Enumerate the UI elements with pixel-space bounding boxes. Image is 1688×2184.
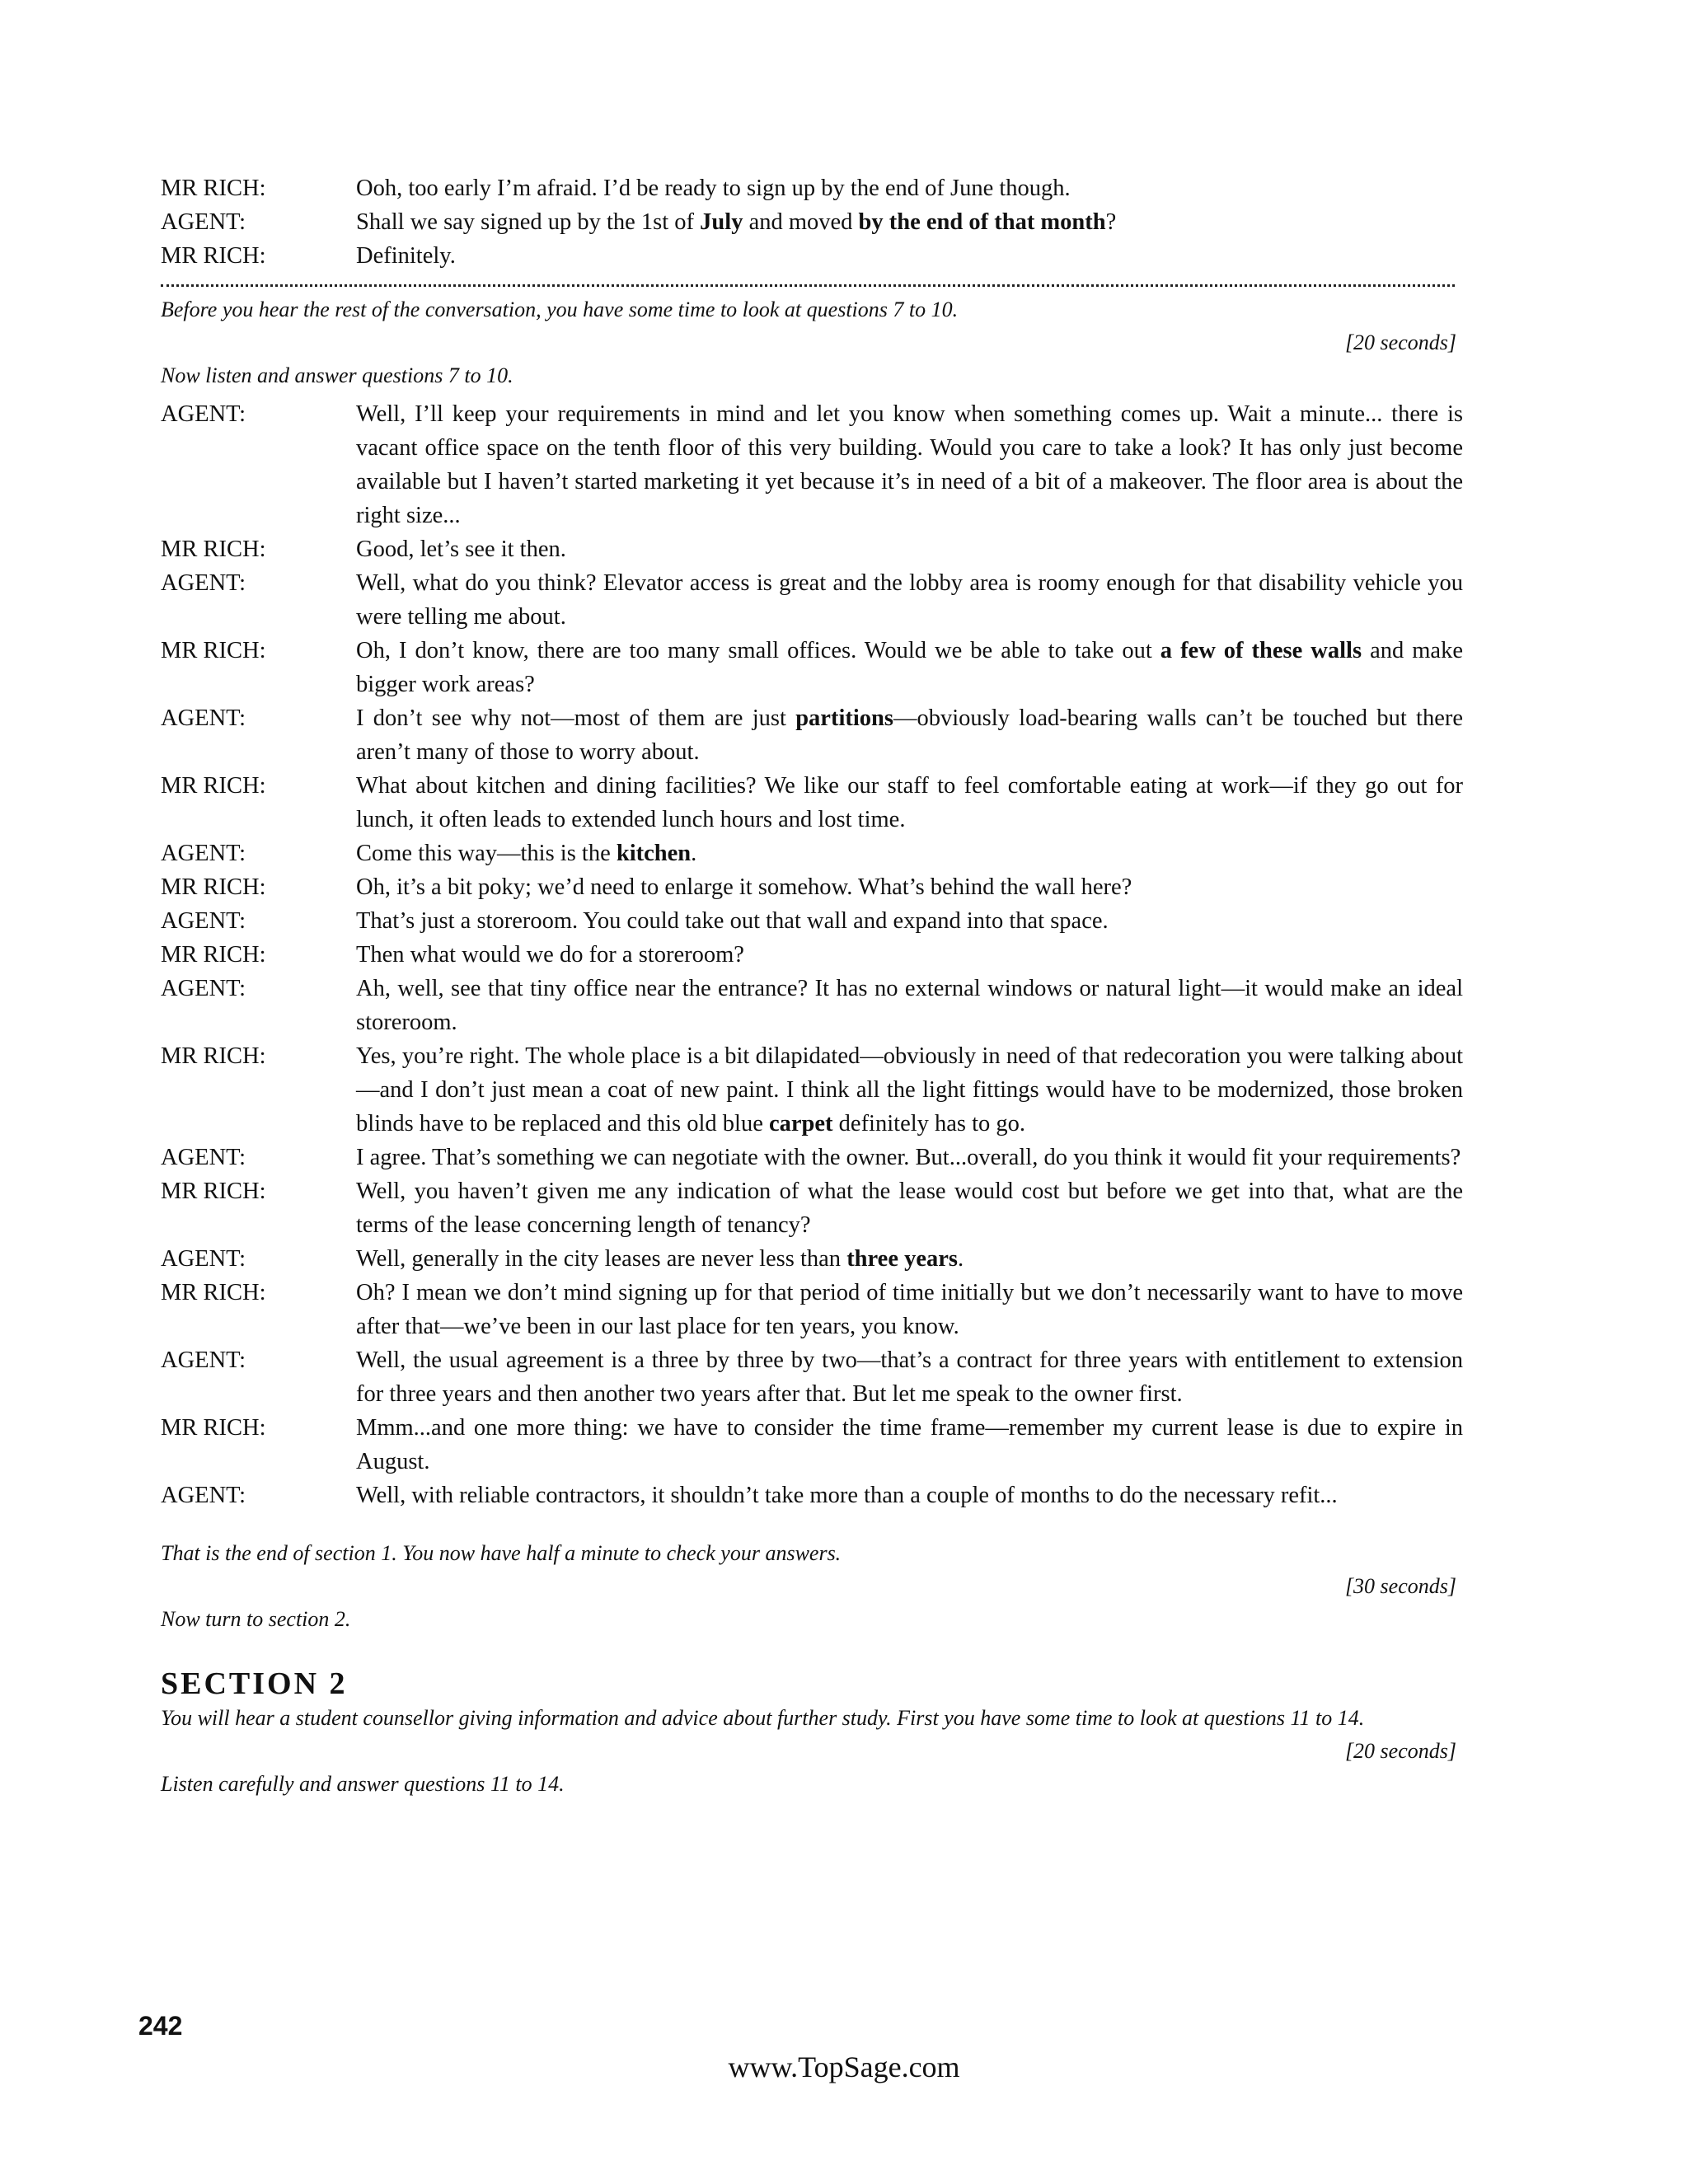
dialogue-line	[161, 1343, 1463, 1411]
dialogue-line	[161, 1242, 1463, 1276]
speaker-label: AGENT:	[161, 209, 246, 235]
text-run: ?	[1105, 209, 1117, 235]
dialogue-line	[161, 532, 1463, 566]
text-run: and moved	[743, 209, 859, 235]
text-run: Definitely.	[356, 243, 456, 269]
text-run: .	[957, 1246, 964, 1272]
dialogue-text	[356, 239, 1463, 273]
speaker-label: AGENT:	[161, 1145, 246, 1170]
dialogue-text	[356, 938, 1463, 972]
speaker-label: MR RICH:	[161, 537, 266, 562]
text-run: Good, let’s see it then.	[356, 537, 566, 562]
speaker-label: AGENT:	[161, 841, 246, 866]
end-of-section-1: That is the end of section 1. You now have half a minute to check your answers.	[161, 1541, 842, 1565]
text-run: Well, I’ll keep your requirements in mind and let you know when something comes up. Wait a minute... there is vacant office space on the tenth floor of this very building. Would you care to take a look? It has only just become available but I haven’t started marketing it yet because it’s in need of a bit of a makeover. The floor area is about the right size...	[356, 401, 1463, 528]
instruction-before-rest: Before you hear the rest of the conversation, you have some time to look at questions 7 to 10.	[161, 298, 959, 321]
dialogue-text	[356, 532, 1463, 566]
dialogue-line	[161, 239, 1463, 273]
dialogue-text	[356, 1479, 1463, 1512]
dialogue-text	[356, 1174, 1463, 1242]
speaker-label: AGENT:	[161, 1483, 246, 1508]
dialogue-text	[356, 171, 1463, 205]
speaker-label: MR RICH:	[161, 942, 266, 968]
dialogue-line	[161, 769, 1463, 837]
text-run: Well, the usual agreement is a three by three by two—that’s a contract for three years with entitlement to extension for three years and then another two years after that. But let me speak to the owner first.	[356, 1347, 1463, 1407]
dialogue-line	[161, 904, 1463, 938]
speaker-label: MR RICH:	[161, 176, 266, 201]
speaker-label: AGENT:	[161, 976, 246, 1001]
text-run: That’s just a storeroom. You could take out that wall and expand into that space.	[356, 908, 1109, 934]
speaker-label: AGENT:	[161, 570, 246, 596]
dialogue-block-main	[161, 397, 1463, 1512]
dialogue-text	[356, 972, 1463, 1039]
text-run: Well, with reliable contractors, it shouldn’t take more than a couple of months to do the necessary refit...	[356, 1483, 1338, 1508]
dialogue-text	[356, 1242, 1463, 1276]
answer-keyword: a few of these walls	[1160, 638, 1362, 663]
text-run: What about kitchen and dining facilities? We like our staff to feel comfortable eating at work—if they go out for lunch, it often leads to extended lunch hours and lost time.	[356, 773, 1463, 832]
speaker-label: MR RICH:	[161, 1043, 266, 1069]
dialogue-text	[356, 701, 1463, 769]
speaker-label: AGENT:	[161, 401, 246, 427]
speaker-label: MR RICH:	[161, 638, 266, 663]
instruction-listen-7-10: Now listen and answer questions 7 to 10.	[161, 363, 513, 387]
dotted-divider	[161, 284, 1455, 287]
timer-20-seconds: [20 seconds]	[1344, 330, 1456, 354]
text-run: definitely has to go.	[832, 1111, 1026, 1137]
text-run: —obviously load-bearing walls can’t be touched but there aren’t many of those to worry about.	[356, 705, 1463, 765]
timer-30-seconds: [30 seconds]	[1344, 1574, 1456, 1598]
dialogue-line	[161, 1174, 1463, 1242]
dialogue-line	[161, 972, 1463, 1039]
answer-keyword: kitchen	[616, 841, 692, 866]
dialogue-line	[161, 1039, 1463, 1141]
dialogue-text	[356, 769, 1463, 837]
dialogue-text	[356, 1039, 1463, 1141]
dialogue-text	[356, 1276, 1463, 1343]
dialogue-line	[161, 870, 1463, 904]
speaker-label: MR RICH:	[161, 243, 266, 269]
dialogue-line	[161, 701, 1463, 769]
speaker-label: MR RICH:	[161, 773, 266, 799]
text-run: I agree. That’s something we can negotiate with the owner. But...overall, do you think it would fit your requirements?	[356, 1145, 1461, 1170]
text-run: Well, generally in the city leases are never less than	[356, 1246, 847, 1272]
answer-keyword: by the end of that month	[858, 209, 1106, 235]
text-run: Well, you haven’t given me any indication of what the lease would cost but before we get into that, what are the terms of the lease concerning length of tenancy?	[356, 1179, 1463, 1238]
page-number: 242	[138, 2011, 183, 2041]
speaker-label: AGENT:	[161, 1347, 246, 1373]
dialogue-line	[161, 205, 1463, 239]
dialogue-text	[356, 397, 1463, 532]
answer-keyword: three years	[846, 1246, 958, 1272]
turn-to-section-2: Now turn to section 2.	[161, 1607, 351, 1631]
section-2-heading: SECTION 2	[161, 1666, 348, 1701]
text-run: Ooh, too early I’m afraid. I’d be ready to sign up by the end of June though.	[356, 176, 1071, 201]
answer-keyword: carpet	[769, 1111, 833, 1137]
dialogue-text	[356, 1343, 1463, 1411]
dialogue-text	[356, 205, 1463, 239]
text-run: Shall we say signed up by the 1st of	[356, 209, 701, 235]
text-run: I don’t see why not—most of them are just	[356, 705, 796, 731]
text-run: Oh, it’s a bit poky; we’d need to enlarge it somehow. What’s behind the wall here?	[356, 874, 1132, 900]
dialogue-line	[161, 938, 1463, 972]
dialogue-text	[356, 1141, 1463, 1174]
text-run: .	[691, 841, 697, 866]
dialogue-text	[356, 1411, 1463, 1479]
speaker-label: MR RICH:	[161, 1179, 266, 1204]
text-run: Then what would we do for a storeroom?	[356, 942, 744, 968]
dialogue-line	[161, 634, 1463, 701]
section-2-listen: Listen carefully and answer questions 11 to 14.	[161, 1772, 565, 1796]
speaker-label: MR RICH:	[161, 874, 266, 900]
text-run: Well, what do you think? Elevator access is great and the lobby area is roomy enough for that disability vehicle you were telling me about.	[356, 570, 1463, 630]
text-run: and make bigger work areas?	[356, 638, 1463, 697]
dialogue-text	[356, 870, 1463, 904]
speaker-label: MR RICH:	[161, 1280, 266, 1305]
dialogue-line	[161, 566, 1463, 634]
page-content	[161, 171, 1463, 1801]
speaker-label: AGENT:	[161, 1246, 246, 1272]
text-run: Ah, well, see that tiny office near the entrance? It has no external windows or natural light—it would make an ideal storeroom.	[356, 976, 1463, 1035]
section-2-intro: You will hear a student counsellor giving information and advice about further study. First you have some time to look at questions 11 to 14.	[161, 1706, 1365, 1730]
text-run: Yes, you’re right. The whole place is a bit dilapidated—obviously in need of that redecoration you were talking about—and I don’t just mean a coat of new paint. I think all the light fittings would have to be modernized, those broken blinds have to be replaced and this old blue	[356, 1043, 1463, 1137]
dialogue-line	[161, 397, 1463, 532]
dialogue-text	[356, 634, 1463, 701]
text-run: Come this way—this is the	[356, 841, 617, 866]
text-run: Mmm...and one more thing: we have to consider the time frame—remember my current lease is due to expire in August.	[356, 1415, 1463, 1474]
dialogue-block-top	[161, 171, 1463, 273]
dialogue-line	[161, 1141, 1463, 1174]
dialogue-line	[161, 1479, 1463, 1512]
text-run: Oh, I don’t know, there are too many small offices. Would we be able to take out	[356, 638, 1160, 663]
answer-keyword: partitions	[795, 705, 893, 731]
dialogue-text	[356, 837, 1463, 870]
text-run: Oh? I mean we don’t mind signing up for that period of time initially but we don’t necessarily want to have to move after that—we’ve been in our last place for ten years, you know.	[356, 1280, 1463, 1339]
dialogue-text	[356, 566, 1463, 634]
dialogue-text	[356, 904, 1463, 938]
answer-keyword: July	[700, 209, 743, 235]
dialogue-line	[161, 837, 1463, 870]
speaker-label: AGENT:	[161, 908, 246, 934]
dialogue-line	[161, 1411, 1463, 1479]
dialogue-line	[161, 171, 1463, 205]
timer-20-seconds-section-2: [20 seconds]	[1344, 1739, 1456, 1763]
speaker-label: MR RICH:	[161, 1415, 266, 1441]
dialogue-line	[161, 1276, 1463, 1343]
footer-url: www.TopSage.com	[728, 2050, 960, 2083]
speaker-label: AGENT:	[161, 705, 246, 731]
